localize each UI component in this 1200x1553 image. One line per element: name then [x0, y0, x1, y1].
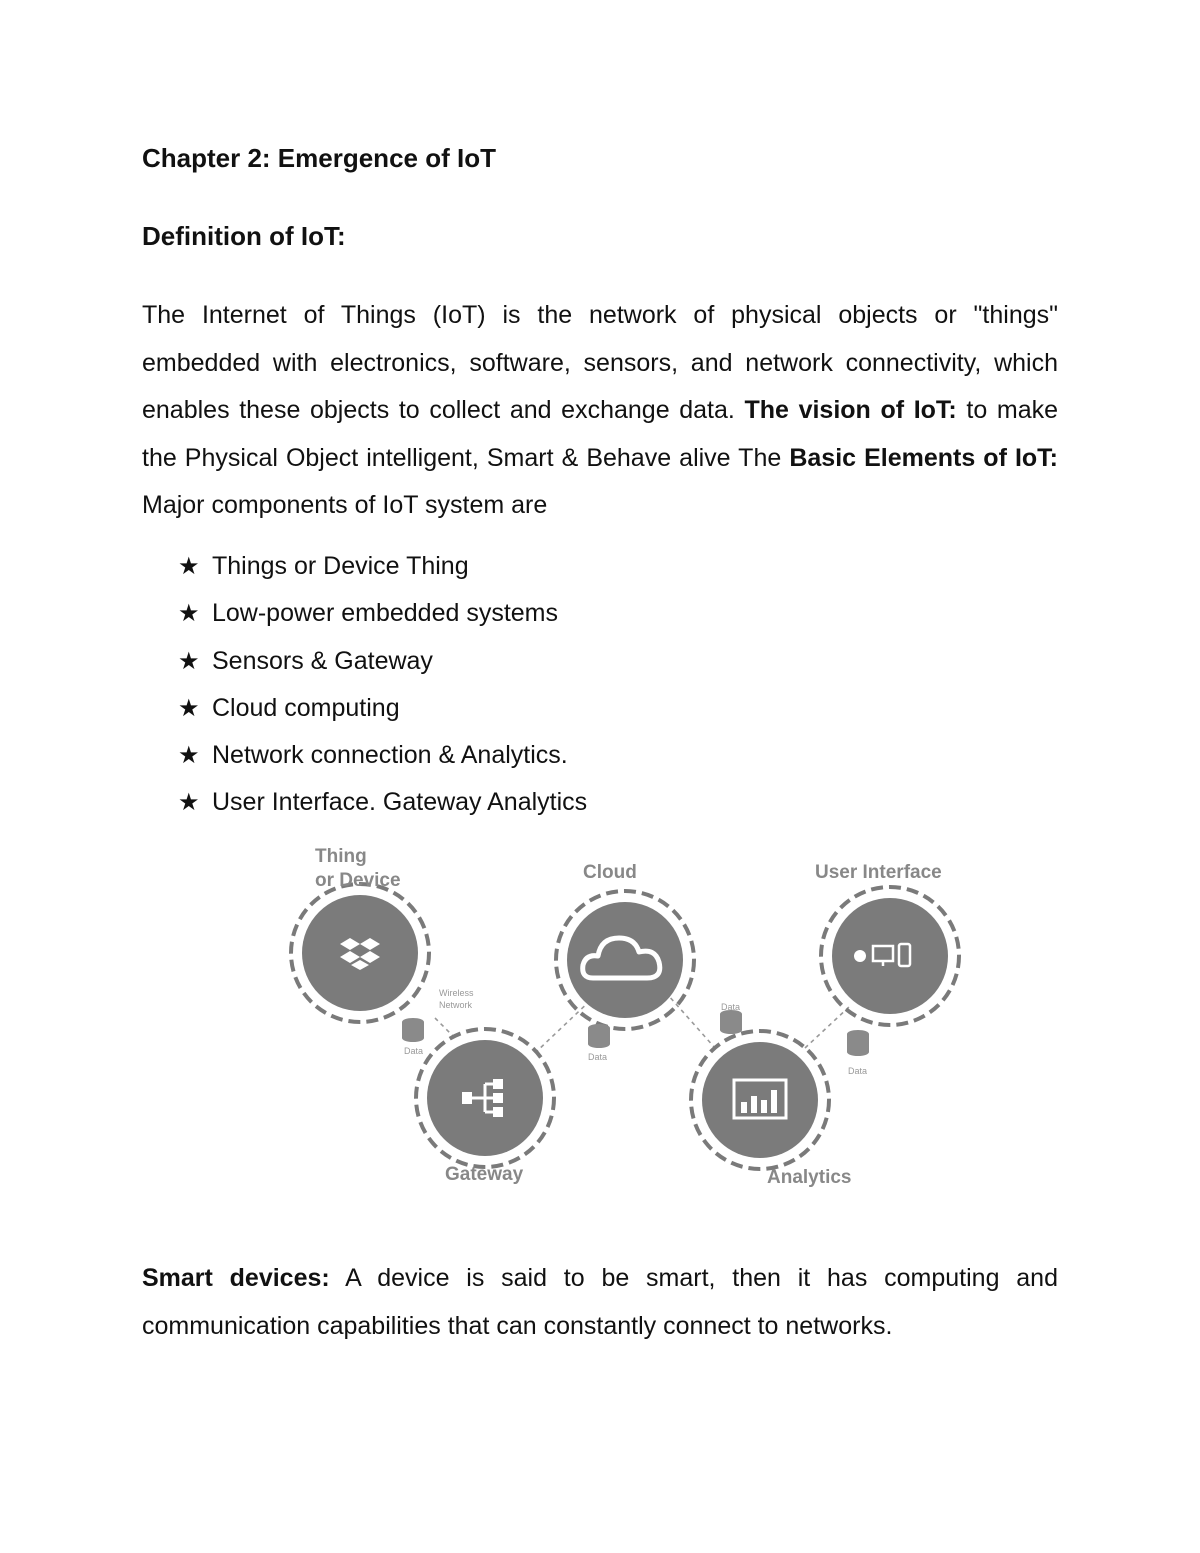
list-item-text: Cloud computing	[212, 693, 400, 722]
data-label: Data	[404, 1046, 424, 1056]
definition-paragraph	[142, 292, 1058, 530]
star-icon: ★	[178, 742, 200, 770]
list-item	[178, 543, 587, 590]
gateway-node	[416, 1029, 554, 1167]
smart-devices-text: A device is said to be smart, then it has computing and communication capabilities that can constantly connect to networks.	[142, 1264, 1058, 1340]
star-icon: ★	[178, 694, 200, 722]
iot-components-diagram	[275, 838, 975, 1198]
list-item	[178, 638, 587, 685]
list-item-text: User Interface. Gateway Analytics	[212, 788, 588, 817]
star-icon: ★	[178, 789, 200, 817]
connector-gateway-cloud	[535, 996, 595, 1053]
analytics-circle	[702, 1042, 818, 1158]
cloud-label: Cloud	[583, 862, 637, 883]
ui-circle	[832, 898, 948, 1014]
database-icon	[588, 1024, 610, 1048]
data-label: Data	[588, 1052, 608, 1062]
list-item-text: Low-power embedded systems	[212, 599, 558, 628]
smart-devices-paragraph	[142, 1255, 1058, 1350]
chapter-title: Chapter 2: Emergence of IoT	[142, 143, 496, 173]
wireless-label-line2: Network	[439, 1000, 473, 1010]
star-icon: ★	[178, 600, 200, 628]
star-icon: ★	[178, 647, 200, 675]
cloud-node	[556, 891, 694, 1029]
elements-text: Major components of IoT system are	[142, 491, 548, 519]
list-item	[178, 590, 587, 637]
vision-text: to make the Physical Object intelligent, Smart & Behave alive The	[142, 396, 1059, 472]
data-label: Data	[721, 1002, 741, 1012]
elements-label: Basic Elements of IoT:	[789, 443, 1058, 472]
list-item	[178, 685, 587, 732]
list-item-text: Sensors & Gateway	[212, 646, 433, 675]
connector-analytics-ui	[805, 1006, 850, 1048]
list-item-text: Network connection & Analytics.	[212, 741, 568, 770]
list-item-text: Things or Device Thing	[212, 552, 469, 580]
thing-label-line1: Thing	[315, 846, 367, 867]
thing-circle	[302, 895, 418, 1011]
data-label: Data	[848, 1066, 868, 1076]
list-item	[178, 732, 587, 779]
star-icon: ★	[178, 553, 200, 580]
vision-label: The vision of IoT:	[744, 396, 957, 424]
database-icon	[402, 1018, 424, 1042]
analytics-label: Analytics	[767, 1167, 852, 1188]
user-interface-label: User Interface	[815, 862, 942, 883]
definition-heading: Definition of IoT:	[142, 221, 346, 251]
thing-node	[291, 884, 429, 1022]
gateway-label: Gateway	[445, 1164, 524, 1185]
wireless-label-line1: Wireless	[439, 988, 474, 998]
connector-thing-gateway	[435, 1018, 455, 1038]
database-icon	[847, 1030, 869, 1056]
definition-text: The Internet of Things (IoT) is the network of physical objects or "things" embedded with electronics, software, sensors, and network connectivity, which enables these objects to collect and exchange data.	[142, 301, 1058, 424]
watch-icon	[854, 950, 866, 962]
list-item	[178, 779, 587, 826]
analytics-node	[691, 1031, 829, 1169]
user-interface-node	[821, 887, 959, 1025]
smart-devices-label: Smart devices:	[142, 1264, 330, 1292]
database-icon	[720, 1010, 742, 1034]
elements-list	[178, 543, 587, 827]
thing-label-line2: or Device	[315, 870, 401, 891]
